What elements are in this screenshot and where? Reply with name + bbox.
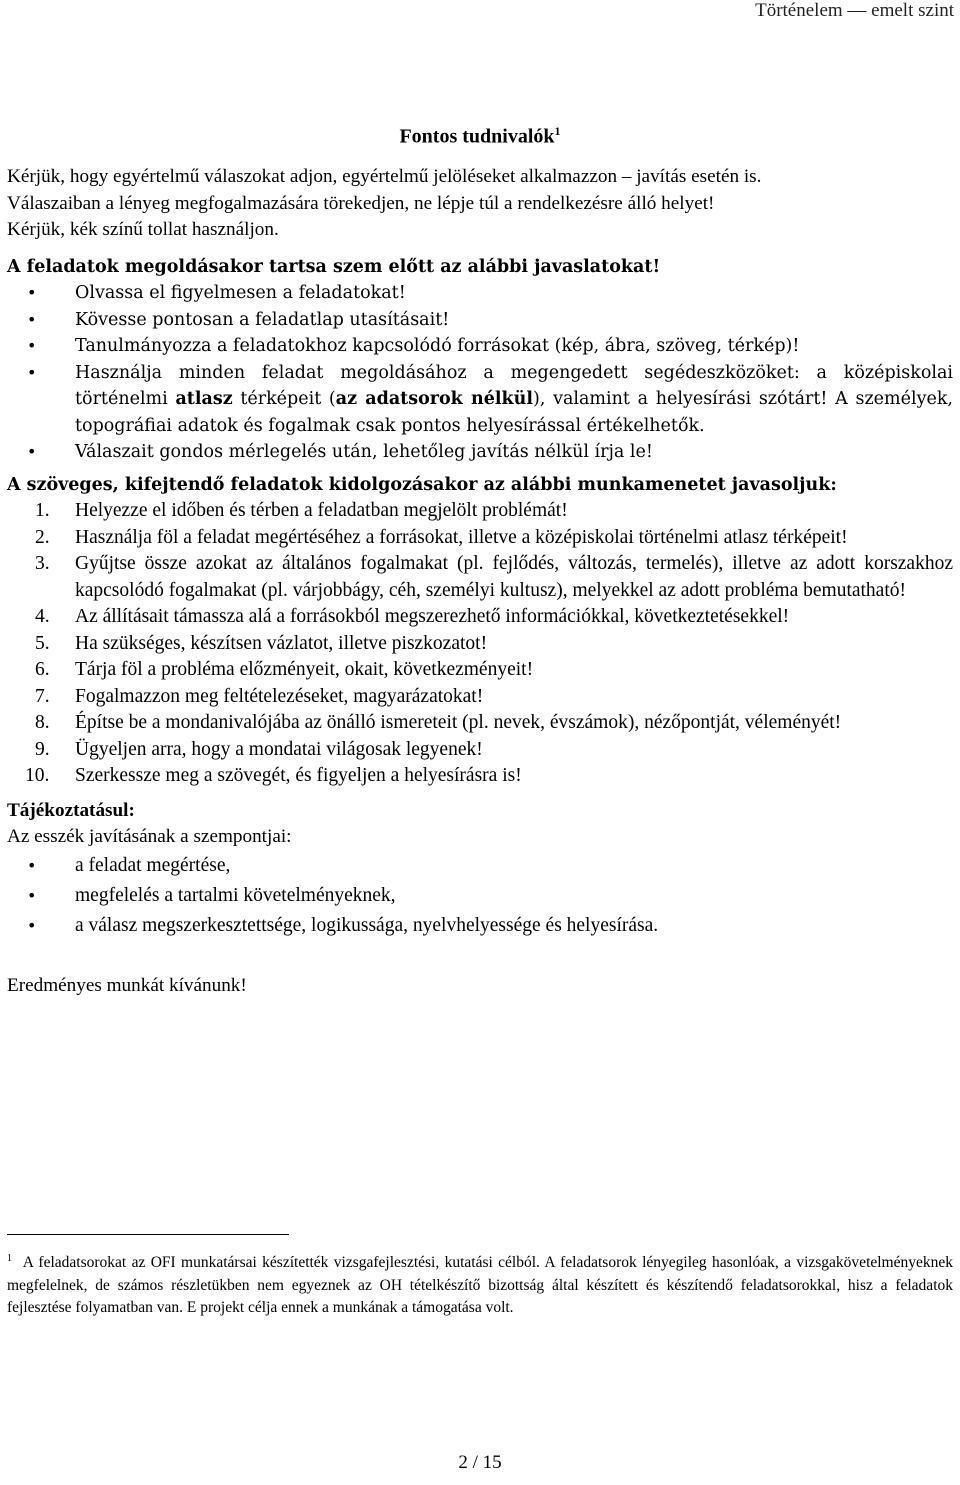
step-text: Az állításait támassza alá a forrásokból megszerezhető információkkal, következtetésekkel! xyxy=(75,606,790,628)
footnote xyxy=(7,1248,953,1320)
step-text: Ügyeljen arra, hogy a mondatai világosak legyenek! xyxy=(75,738,483,760)
tip-text: Használja minden feladat megoldásához a megengedett segédeszközöket: a középiskolai történelmi xyxy=(75,362,953,410)
step-number: 8. xyxy=(35,712,50,734)
tip-item: • Válaszait gondos mérlegelés után, lehetőleg javítás nélkül írja le! xyxy=(75,439,953,466)
page-content xyxy=(7,118,953,999)
footnote-divider xyxy=(7,1234,289,1235)
step-text: Használja föl a feladat megértéséhez a forrásokat, illetve a középiskolai történelmi atlasz térképeit! xyxy=(75,526,848,548)
step-text: Fogalmazzon meg feltételezéseket, magyarázatokat! xyxy=(75,685,484,707)
steps-list xyxy=(7,498,953,790)
criteria-item: • a válasz megszerkesztettsége, logikussága, nyelvhelyessége és helyesírása. xyxy=(75,911,953,941)
step-number: 6. xyxy=(35,659,50,681)
step-item xyxy=(35,498,953,525)
tip-text: ), valamint a helyesírási szótárt! A személyek, topográfiai adatok és fogalmak csak pontos helyesírással értékelhetők. xyxy=(75,389,953,436)
tip-text-bold: az adatsorok nélkül xyxy=(335,389,533,410)
step-text: Építse be a mondanivalójába az önálló ismereteit (pl. nevek, évszámok), nézőpontját, véleményét! xyxy=(75,712,842,734)
tips-list xyxy=(7,280,953,466)
step-item xyxy=(35,710,953,737)
page-number: 2 / 15 xyxy=(458,1452,502,1473)
intro-line-3: Kérjük, kék színű tollat használjon. xyxy=(7,219,279,241)
step-item xyxy=(35,631,953,658)
step-number: 10. xyxy=(25,765,50,787)
criteria-heading: Az esszék javításának a szempontjai: xyxy=(7,826,292,848)
intro-line-2: Válaszaiban a lényeg megfogalmazására törekedjen, ne lépje túl a rendelkezésre álló helyet! xyxy=(7,192,715,214)
step-item xyxy=(35,525,953,552)
step-item xyxy=(25,763,953,790)
step-number: 9. xyxy=(35,738,50,760)
step-text: Helyezze el időben és térben a feladatban megjelölt problémát! xyxy=(75,500,568,522)
criteria-list xyxy=(7,851,953,941)
footnote-marker: 1 xyxy=(7,1253,12,1264)
title-footnote-ref: 1 xyxy=(554,124,561,138)
intro-block xyxy=(7,164,953,244)
tips-heading: A feladatok megoldásakor tartsa szem előtt az alábbi javaslatokat! xyxy=(7,256,661,277)
step-item xyxy=(35,737,953,764)
steps-heading: A szöveges, kifejtendő feladatok kidolgozásakor az alábbi munkamenetet javasoljuk: xyxy=(7,474,837,495)
step-number: 1. xyxy=(35,500,50,522)
tip-item: • Tanulmányozza a feladatokhoz kapcsolódó forrásokat (kép, ábra, szöveg, térkép)! xyxy=(75,333,953,360)
tip-text: térképeit ( xyxy=(232,389,336,410)
footnote-text: A feladatsorokat az OFI munkatársai készítették vizsgafejlesztési, kutatási célból. A feladatsorok lényegileg hasonlóak, a vizsgakövetelményeknek megfelelnek, de számos részletükben nem egyeznek az OH tételkészítő bizottság által készített és készítendő feladatsorokkal, hisz a feladatok fejlesztése folyamatban van. E projekt célja ennek a munkának a támogatása volt. xyxy=(7,1254,954,1317)
step-item xyxy=(35,657,953,684)
tip-item: • Olvassa el figyelmesen a feladatokat! xyxy=(75,280,953,307)
title-text: Fontos tudnivalók xyxy=(399,125,555,148)
step-number: 2. xyxy=(35,526,50,548)
tip-text-bold: atlasz xyxy=(175,389,233,410)
step-number: 7. xyxy=(35,685,50,707)
step-number: 4. xyxy=(35,606,50,628)
step-text: Tárja föl a probléma előzményeit, okait, következményeit! xyxy=(75,659,534,681)
closing-text: Eredményes munkát kívánunk! xyxy=(7,974,247,996)
step-text: Szerkessze meg a szövegét, és figyeljen a helyesírásra is! xyxy=(75,765,522,787)
step-item xyxy=(35,684,953,711)
step-item xyxy=(35,551,953,604)
step-item xyxy=(35,604,953,631)
intro-line-1: Kérjük, hogy egyértelmű válaszokat adjon, egyértelmű jelöléseket alkalmazzon – javítás esetén is. xyxy=(7,166,762,188)
criteria-item: • a feladat megértése, xyxy=(75,851,953,881)
criteria-item: • megfelelés a tartalmi követelményeknek, xyxy=(75,881,953,911)
step-number: 3. xyxy=(35,553,50,575)
info-heading: Tájékoztatásul: xyxy=(7,799,135,821)
step-text: Gyűjtse össze azokat az általános fogalmakat (pl. fejlődés, változás, termelés), illetve az adott korszakhoz kapcsolódó fogalmakat (pl. várjobbágy, céh, személyi kultusz), melyekkel az adott probléma bemutatható! xyxy=(75,553,953,601)
step-number: 5. xyxy=(35,632,50,654)
page-header: Történelem — emelt szint xyxy=(755,0,954,21)
step-text: Ha szükséges, készítsen vázlatot, illetve piszkozatot! xyxy=(75,632,488,654)
tip-item xyxy=(75,360,953,440)
page-title xyxy=(7,118,953,150)
tip-item: • Kövesse pontosan a feladatlap utasításait! xyxy=(75,307,953,334)
